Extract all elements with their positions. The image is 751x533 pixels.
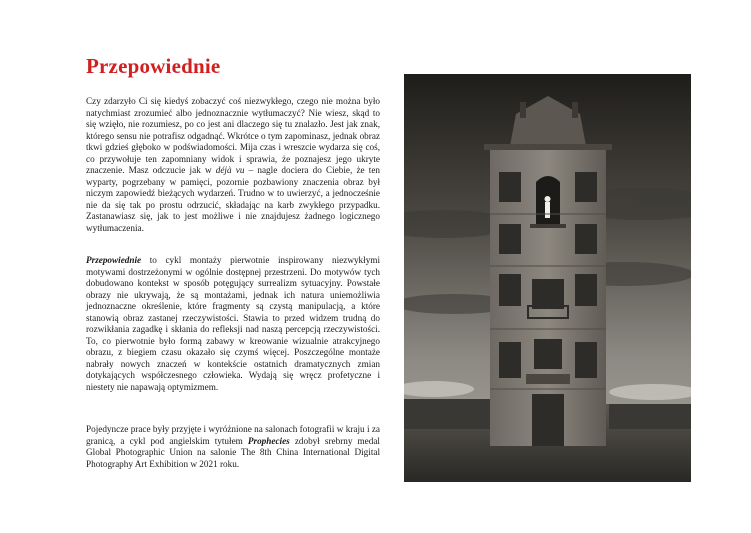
series-description-paragraph (86, 255, 380, 394)
intro-text-b: – nagle dociera do Ciebie, że ten wyparty, pogrzebany w pamięci, pozornie pozbawiony znaczenia obraz był niczym zapowiedź bieżących wydarzeń. Trudno w to uwierzyć, a jednocześnie nie da się tak po prostu odrzucić, składając na karb zwykłego przypadku. Zastanawiasz się, jak to jest możliwe i nie znajdujesz żadnego logicznego wytłumaczenia. (86, 165, 380, 234)
series-name: Przepowiednie (86, 255, 142, 265)
awards-paragraph (86, 424, 380, 470)
awards-text-b: zdobył srebrny medal Global Photographic Union na salonie The 8th China International Digital Photography Art Exhibition w 2021 roku. (86, 435, 380, 469)
building-photograph (404, 74, 691, 482)
intro-text-a: Czy zdarzyło Ci się kiedyś zobaczyć coś niezwykłego, czego nie można było natychmiast zrozumieć albo jednoznacznie wytłumaczyć? Nie wiesz, skąd to się wzięło, nie rozumiesz, po co jest ani dlaczego się tu znalazło. Jest jak znak, którego sensu nie potrafisz odgadnąć. Wkrótce o tym zapominasz, jednak obraz tkwi gdzieś głęboko w podświadomości. Mija czas i wreszcie wydarza się coś, co przywołuje ten zapomniany widok i sprawia, że poznajesz jego ukryte znaczenie. Masz odczucie jak w (86, 96, 380, 176)
english-title: Prophecies (247, 435, 290, 446)
deja-vu-phrase: déjà vu (215, 165, 245, 176)
intro-paragraph (86, 96, 380, 235)
awards-text-a: Pojedyncze prace były przyjęte i wyróżnione na salonach fotografii w kraju i za granicą, a cykl pod angielskim tytułem (86, 424, 380, 446)
series-description-text: to cykl montaży pierwotnie inspirowany niezwykłymi motywami dostrzeżonymi w ogólnie dostępnej przestrzeni. Do motywów tych dobudowano kontekst w sposób potęgujący surrealizm sytuacyjny. Powstałe obrazy nie ukrywają, że są montażami, jednak ich natura uniemożliwia jednoznaczne określenie, które fragmenty są czystą manipulacją, a które stanowią obraz zastanej rzeczywistości. Stawia to przed widzem trudną do rozwikłania zagadkę i skłania do refleksji nad naszą percepcją rzeczywistości. To, co pierwotnie było formą zabawy w kreowanie wizualnie atrakcyjnego obrazu, z biegiem czasu okazało się czymś więcej. Poszczególne montaże nabrały nowych znaczeń w kontekście ostatnich dramatycznych zmian dotykających współczesnego człowieka. Wydają się wręcz profetyczne i niestety nie napawają optymizmem. (86, 255, 380, 393)
page-title: Przepowiednie (86, 54, 221, 78)
